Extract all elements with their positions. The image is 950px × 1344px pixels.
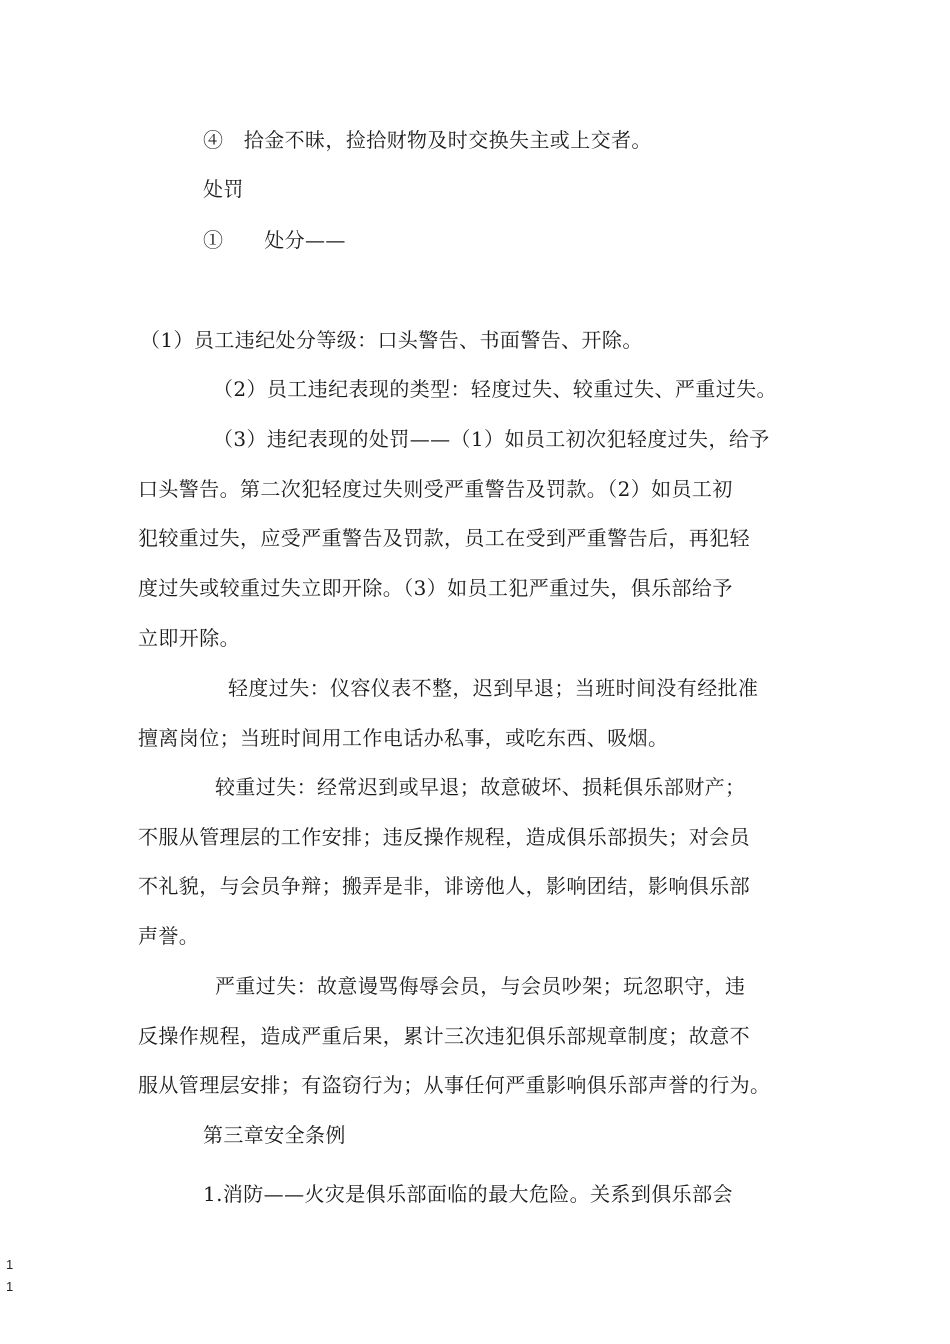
text-line: 轻度过失：仪容仪表不整，迟到早退；当班时间没有经批准 <box>228 676 759 700</box>
text-line: 犯较重过失，应受严重警告及罚款，员工在受到严重警告后，再犯轻 <box>138 526 750 550</box>
text-line: 1.消防——火灾是俱乐部面临的最大危险。关系到俱乐部会 <box>203 1182 733 1206</box>
section-heading: 处罚 <box>203 177 244 201</box>
text-line: （2）员工违纪表现的类型：轻度过失、较重过失、严重过失。 <box>213 377 777 401</box>
text-line: 不服从管理层的工作安排；违反操作规程，造成俱乐部损失；对会员 <box>138 825 750 849</box>
text-line: 度过失或较重过失立即开除。（3）如员工犯严重过失，俱乐部给予 <box>138 576 733 600</box>
text-line: 服从管理层安排；有盗窃行为；从事任何严重影响俱乐部声誉的行为。 <box>138 1073 771 1097</box>
page-number: 1 <box>6 1279 14 1294</box>
text-line: 较重过失：经常迟到或早退；故意破坏、损耗俱乐部财产； <box>215 775 746 799</box>
text-line: （3）违纪表现的处罚——（1）如员工初次犯轻度过失，给予 <box>213 427 770 451</box>
text-line: 立即开除。 <box>138 626 240 650</box>
page-number: 1 <box>6 1257 14 1272</box>
text-line: 反操作规程，造成严重后果，累计三次违犯俱乐部规章制度；故意不 <box>138 1024 750 1048</box>
text-line: 口头警告。第二次犯轻度过失则受严重警告及罚款。（2）如员工初 <box>138 477 733 501</box>
text-line: 声誉。 <box>138 924 200 948</box>
text-line: 擅离岗位；当班时间用工作电话办私事，或吃东西、吸烟。 <box>138 726 669 750</box>
text-line: （1）员工违纪处分等级：口头警告、书面警告、开除。 <box>140 328 643 352</box>
text-line: ① 处分—— <box>203 228 346 252</box>
text-line: ④ 拾金不昧，捡拾财物及时交换失主或上交者。 <box>203 128 652 152</box>
text-line: 严重过失：故意谩骂侮辱会员，与会员吵架；玩忽职守，违 <box>215 974 746 998</box>
text-line: 不礼貌，与会员争辩；搬弄是非，诽谤他人，影响团结，影响俱乐部 <box>138 874 750 898</box>
chapter-heading: 第三章安全条例 <box>203 1123 346 1147</box>
